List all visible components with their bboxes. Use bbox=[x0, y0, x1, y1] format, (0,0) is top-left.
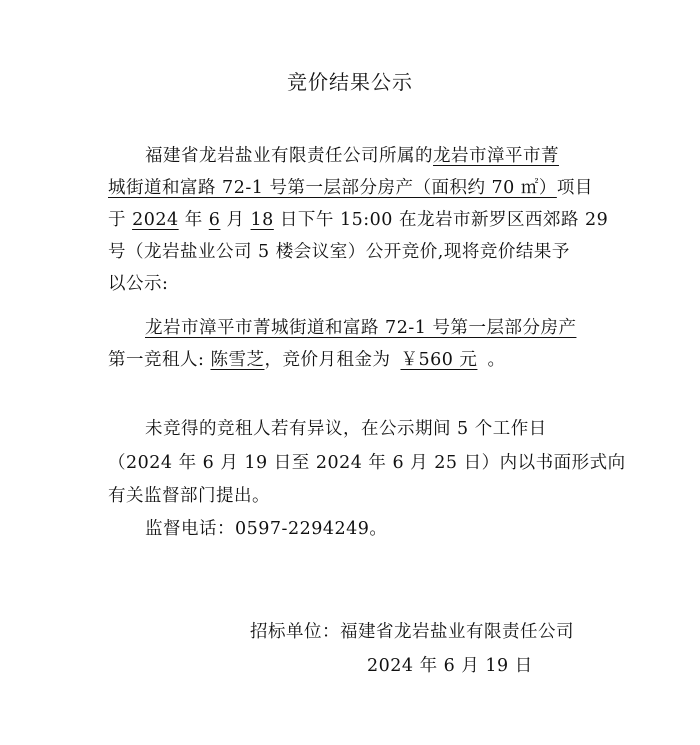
para1-line5: 以公示: bbox=[108, 274, 169, 294]
rent-label: ，竞价月租金为 bbox=[264, 350, 391, 370]
para1-line3-text-d: 日下午 15:00 在龙岩市新罗区西郊路 29 bbox=[273, 210, 609, 230]
para1-line3-text-b: 年 bbox=[178, 210, 209, 230]
para1-line2-text: 项目 bbox=[556, 178, 593, 198]
document-title: 竞价结果公示 bbox=[287, 70, 413, 94]
winner-label: 第一竞租人: bbox=[108, 350, 211, 370]
result-property bbox=[145, 315, 576, 341]
auction-month: 6 bbox=[208, 210, 221, 230]
para1-line3-text-c: 月 bbox=[220, 210, 251, 230]
para1-line2-underlined: 城街道和富路 72-1 号第一层部分房产（面积约 70 ㎡） bbox=[108, 178, 557, 198]
rent-value: ￥560 元 bbox=[400, 350, 478, 370]
supervision-phone: 监督电话：0597-2294249。 bbox=[145, 519, 388, 539]
para1-line1-underlined: 龙岩市漳平市菁 bbox=[433, 146, 559, 166]
signature-date: 2024 年 6 月 19 日 bbox=[367, 656, 533, 676]
para1-line1-text: 福建省龙岩盐业有限责任公司所属的 bbox=[145, 146, 433, 166]
para1-line4: 号（龙岩盐业公司 5 楼会议室）公开竞价,现将竞价结果予 bbox=[108, 242, 570, 262]
auction-day: 18 bbox=[250, 210, 274, 230]
para1-line1 bbox=[145, 143, 559, 169]
para1-line3-text-a: 于 bbox=[108, 210, 133, 230]
para1-line3 bbox=[108, 207, 608, 233]
para2-line2: （2024 年 6 月 19 日至 2024 年 6 月 25 日）内以书面形式向 bbox=[108, 453, 626, 473]
para2-line1: 未竞得的竞租人若有异议，在公示期间 5 个工作日 bbox=[145, 419, 547, 439]
bidding-unit: 招标单位：福建省龙岩盐业有限责任公司 bbox=[250, 622, 574, 642]
result-property-text: 龙岩市漳平市菁城街道和富路 72-1 号第一层部分房产 bbox=[145, 318, 577, 338]
winner-name: 陈雪芝 bbox=[210, 350, 265, 370]
result-end: 。 bbox=[487, 350, 506, 370]
auction-year: 2024 bbox=[132, 210, 179, 230]
para1-line2 bbox=[108, 175, 593, 201]
result-winner-line bbox=[108, 347, 505, 373]
para2-line3: 有关监督部门提出。 bbox=[108, 486, 270, 506]
